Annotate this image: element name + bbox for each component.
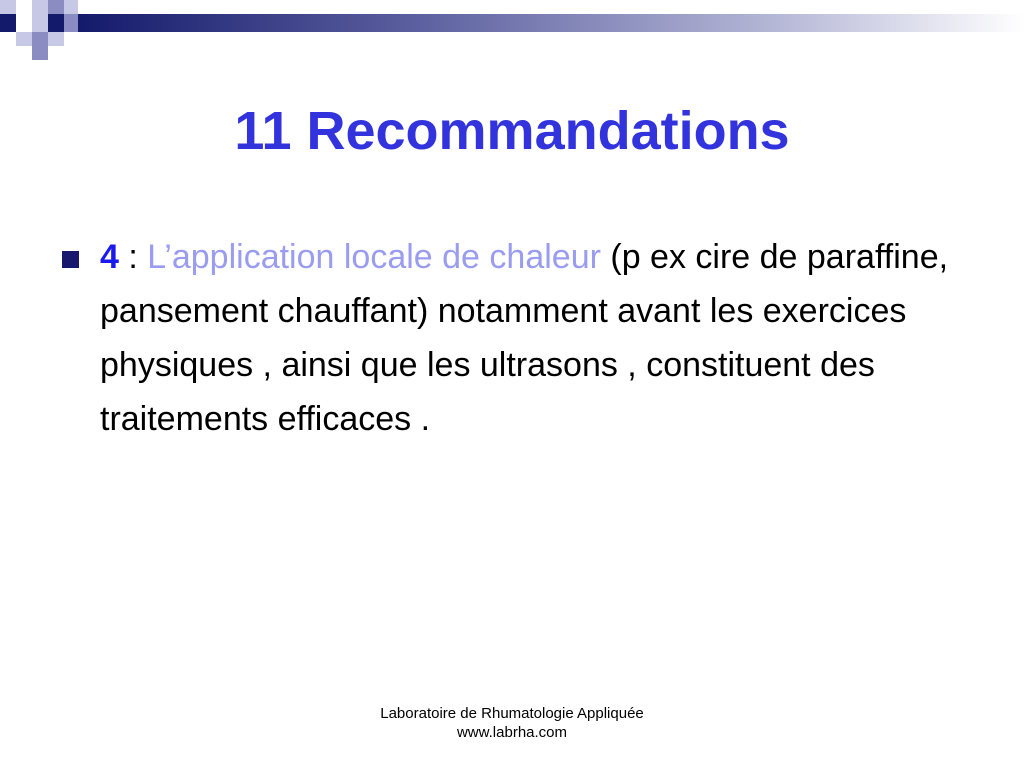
decor-square xyxy=(64,14,78,32)
decor-square xyxy=(48,32,64,46)
bullet-text xyxy=(100,230,992,446)
decor-square xyxy=(0,0,16,14)
bullet-item xyxy=(62,230,992,446)
header-decoration xyxy=(0,0,1024,70)
body-text: (p ex cire de paraffine, pansement chauffant) notamment avant les exercices physiques , ainsi que les ultrasons , constituent des traitements efficaces . xyxy=(100,238,949,438)
decor-square xyxy=(16,14,32,32)
decor-square xyxy=(0,14,16,32)
decor-square xyxy=(32,14,48,32)
decor-square xyxy=(48,0,64,14)
recommendation-number: 4 xyxy=(100,238,119,276)
footer-lab-name: Laboratoire de Rhumatologie Appliquée xyxy=(380,705,644,722)
decor-square xyxy=(32,46,48,60)
decor-square xyxy=(32,0,48,14)
decor-square xyxy=(16,32,32,46)
slide-body xyxy=(62,230,992,446)
decor-square xyxy=(32,32,48,46)
header-gradient-bar xyxy=(78,14,1024,32)
highlighted-text: L’application locale de chaleur xyxy=(147,238,601,276)
footer-website: www.labrha.com xyxy=(456,724,568,741)
decor-square xyxy=(64,0,78,14)
footer xyxy=(0,704,1024,742)
decor-square xyxy=(48,14,64,32)
slide-title: 11 Recommandations xyxy=(234,101,790,161)
square-bullet-icon xyxy=(62,251,79,268)
separator-text: : xyxy=(118,238,148,276)
